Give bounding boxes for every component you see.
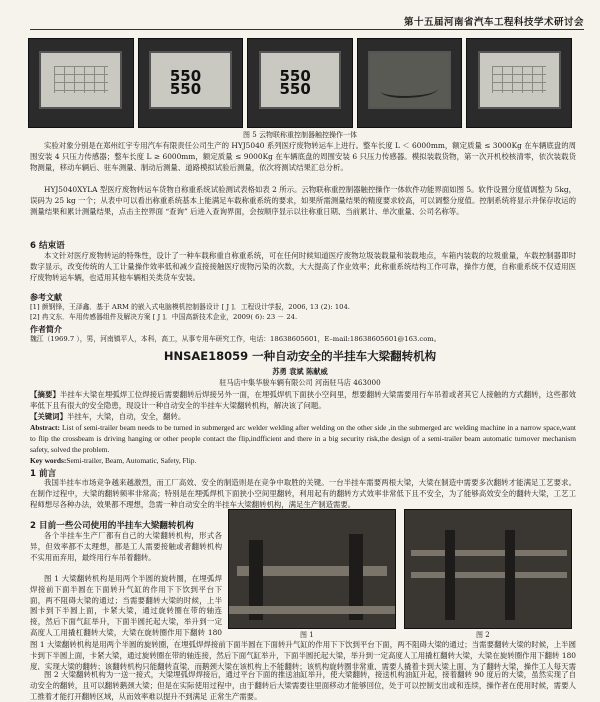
abstract-en-label: Abstract:	[30, 423, 60, 432]
author-bio: 魏江（1969.7 ），男，河南镇平人，本科，高工，从事专用车研究工作，电话：18638605601，E–mail:18638605601@163.com。	[30, 335, 441, 343]
display-reading-bottom: 550	[279, 80, 311, 99]
beam-shape	[411, 572, 567, 578]
controller-screen	[39, 51, 122, 109]
display-reading-top: 550	[279, 67, 311, 86]
figure1-description-col: 图 1 大梁翻转机构是用两个半圆的旋转圈，在埋弧焊焊接前下面半圆在下面转升气缸的作用下下饮到平台下面，两不阻碍大梁的通过；当需要翻转大梁的时候，上半圆卡到下半圆上面，卡紧大梁，通过旋转圈在带的轴连接，然后下面气缸举升，下面半圆托起大梁，举升到一定高度人工用撬杠翻转大梁，大梁在旋转圈作用下翻转 180	[30, 574, 222, 637]
reference-item: [1] 颜钢锋，王泽鑫．基于 ARM 的嵌入式电脑模机控制器设计 [ J ]．工程设计学报，2006, 13 (2): 104.	[30, 303, 350, 311]
section2-heading: 2 目前一些公司使用的半挂车大梁翻转机构	[30, 521, 194, 531]
display-reading-top: 550	[169, 67, 202, 86]
figure1-label: 图 1	[300, 631, 314, 639]
abstract-cn	[30, 390, 576, 412]
reference-item: [2] 冉文东．车用传感器组件及解决方案 [ J ]．中国高新技术企业，2009( 6): 23 － 24.	[30, 313, 298, 321]
floor-rail	[229, 606, 396, 614]
abstract-cn-text: 半挂车大梁在埋弧焊工位焊接后需要翻转后焊接另外一面，在埋弧焊机下面狭小空间里，想要翻转大梁需要用行车吊着或者其它人接触的方式翻转，这些都效率低下且有很大的安全隐患，现设计一种自动安全的半挂车大梁翻转机构，解决该了问题。	[30, 390, 576, 410]
beam-shape	[411, 550, 567, 556]
references-heading: 参考文献	[30, 293, 62, 302]
figure2-description: 图 2 大梁翻转机构为一送一接式，大梁埋弧焊焊接后，通过平台下面的推送油缸举升，使大梁翻转，接送机构油缸升起，接着翻转 90 度后的大梁，虽然实现了自动安全的翻转，且可以翻转鹅颈大梁；但是在实际使用过程中，由于翻转后大梁需要往里面移动才能够回位，处于可以控制支出或和连续，操作者在使用时候，需要人工推着才能打开翻转区域，从而效率难以提升不到满足 正常生产需要。	[30, 670, 576, 701]
figure1-description-text: 图 1 大梁翻转机构是用两个半圆的旋转圈，在埋弧焊焊接前下面半圆在下面转升气缸的作用下下饮到平台下面，两不阻碍大梁的通过；当需要翻转大梁的时候，上半圆卡到下半圆上面，卡紧大梁，通过旋转圈在带的轴连接，然后下面气缸举升，下面半圆托起大梁，举升到一定高度人工用撬杠翻转大梁，大梁在旋转圈作用下翻转 180 度，实现大梁的翻转；该翻转机构只能翻转直梁，而鹅颈大梁在该机构上不能翻转；该机构旋转圈非常重，需要人撬着卡到大梁上面，为了翻转大梁，操作工人每天需	[30, 640, 576, 670]
abstract-cn-label: 【摘要】	[30, 390, 60, 399]
figure2-label: 图 2	[476, 631, 490, 639]
article-title: HNSAE18059 一种自动安全的半挂车大梁翻转机构	[163, 349, 437, 363]
screen-curve	[381, 81, 438, 97]
figure1-photo	[228, 509, 396, 629]
body-paragraph: HYJ5040XYLA 型医疗废物转运车货物自称重系统试验测试表格如表 2 所示。云物联称重控制器触控操作一体软件功能界面如图 5。软件设置分度值调整为 5kg，误码为 25 kg 一个；从表中可以看出称重系统基本上能满足车载称重系统的要求，如果所需测量结果的精度要求较高，可以调整分度值。控制系统将显示并保存收运的测量结果和累计测量结果，点击主控界面 “查询” 后进入查询界面，会按顺序显示以往称重日期、当前累计、单次重量、公司名称等。	[30, 185, 576, 216]
keywords-en	[30, 456, 576, 467]
figure5-caption: 图 5 云物联称重控制器触控操作一体	[243, 131, 357, 139]
abstract-en	[30, 423, 576, 455]
keywords-cn-label: 【关键词】	[30, 412, 67, 421]
section1-heading: 1 前言	[30, 469, 57, 479]
figure5-panel-3	[247, 38, 353, 128]
screen-grid	[492, 66, 546, 93]
figure1-description-cont	[30, 640, 576, 670]
figure2-photo	[404, 509, 572, 629]
figure5-panel-5	[466, 38, 572, 128]
conclusion-heading: 6 结束语	[30, 241, 65, 251]
frame-post	[445, 530, 455, 620]
header-rule	[30, 29, 584, 30]
keywords-cn-text: 半挂车，大梁，自动，安全，翻转。	[66, 412, 186, 421]
figure5-panel-4	[357, 38, 463, 128]
article-authors: 苏勇 袁斌 陈献威	[272, 367, 328, 376]
display-reading-bottom: 550	[169, 80, 202, 99]
screen-grid	[54, 66, 108, 93]
figure5-panel-1	[28, 38, 134, 128]
controller-screen	[149, 51, 232, 109]
controller-screen	[368, 51, 451, 109]
section1-text: 我国半挂车市场竞争越来越激烈，而工厂高效、安全的制造则是在竞争中取胜的关键。一台半挂车需要两根大梁，大梁在制造中需要多次翻转才能满足工艺要求。在制作过程中，大梁的翻转频率非常高；特别是在埋弧焊机下面狭小空间里翻转，利用起有的翻转方式效率非常低下且不安全，为了能够高效安全的翻转大梁，工艺工程师想尽各种办法，效果都不理想，急需一种自动安全的半挂车大梁翻转机构，满足生产制造需要。	[30, 478, 576, 509]
body-paragraph: 实验对象分别是在郑州红宇专用汽车有限责任公司生产的 HYJ5040 系列医疗废物转运车上进行。整车长度 L ＜ 6000mm，额定质量 ≤ 3000Kg 在车辆底盘的周围安装 4 只压力传感器；整车长度 L ≥ 6000mm，额定质量 ≤ 9000Kg 在车辆底盘的周围安装 6 只压力传感器。模拟装载货物，第一次开机校核清零，依次装载货物测量，移动车辆后、驻车测量、制动后测量、道路模拟试验后测量，依次将测试结果汇总分析。	[30, 141, 576, 172]
running-head: 第十五届河南省汽车工程科技学术研讨会	[403, 17, 584, 28]
keywords-en-label: Key words:	[30, 456, 67, 465]
keywords-cn	[30, 412, 576, 423]
frame-post	[505, 530, 515, 620]
keywords-en-text: Semi-trailer, Beam, Automatic, Safety, Flip.	[66, 456, 197, 465]
controller-screen	[259, 51, 342, 109]
body-paragraph: 本文针对医疗废物转运的特殊性，设计了一种车载称重自称重系统，可在任何时候知道医疗废物垃圾装载量和装载地点，车箱内装载的垃圾重量，车载控制器即时数字显示，改变传统的人工计量操作效率低和减少直接接触医疗废物污染的次数，大大提高了作业效率；此称重系统结构工作可靠，操作方便，自称重系统不仅适用医疗废物转运车辆，也适用其他车辆相关类货车安装。	[30, 251, 576, 282]
section2-text: 各个半挂车生产厂都有自己的大梁翻转机构，形式各异，但效率都不太理想，都是工人需要接触或者翻转机构不实用而弃用，最终用行车吊着翻转。	[30, 531, 222, 562]
figure5-panel-2	[138, 38, 244, 128]
article-affiliation: 驻马店中集华骏车辆有限公司 河南驻马店 463000	[219, 378, 381, 387]
abstract-en-text: List of semi-trailer beam needs to be turned in submerged arc welder welding after welding on the other side ,in the submerged arc welding machine in a narrow space,want to flip the crossbeam is driving hanging or other people contact the flip,indfficient and there in a big security risk,the design of a semi-trailer beam automatic turnover mechanism safety, solved the problem.	[30, 423, 576, 454]
controller-screen	[478, 51, 561, 109]
figure5-photos	[28, 38, 572, 128]
author-bio-heading: 作者简介	[30, 325, 62, 334]
